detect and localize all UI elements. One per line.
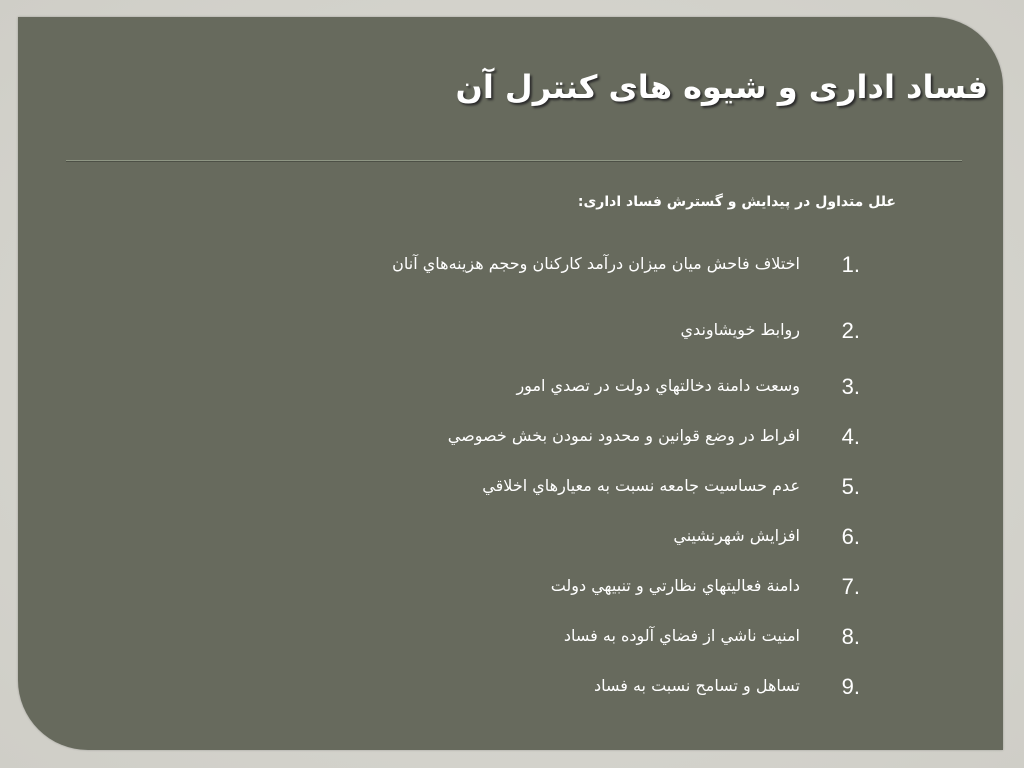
list-item <box>120 374 860 404</box>
item-number: 4. <box>841 424 860 449</box>
item-text: عدم حساسيت جامعه نسبت به معيارهاي اخلاقي <box>482 476 800 495</box>
item-number: 8. <box>841 624 860 649</box>
list-item <box>120 574 860 604</box>
list-item <box>120 318 860 348</box>
item-number: 2. <box>841 318 860 343</box>
item-number: 7. <box>841 574 860 599</box>
causes-list <box>120 0 860 768</box>
item-text: امنيت ناشي از فضاي آلوده به فساد <box>563 626 800 645</box>
item-number: 9. <box>841 674 860 699</box>
item-text: روابط خويشاوندي <box>680 320 800 339</box>
item-text: افراط در وضع قوانين و محدود نمودن بخش خصوصي <box>447 426 800 445</box>
item-text: تساهل و تسامح نسبت به فساد <box>593 676 800 695</box>
list-item <box>120 674 860 704</box>
slide-subtitle: علل متداول در پیدایش و گسترش فساد اداری: <box>577 194 896 210</box>
list-item <box>120 424 860 454</box>
item-number: 6. <box>841 524 860 549</box>
item-text: افزايش شهرنشيني <box>673 526 800 545</box>
item-text: اختلاف فاحش ميان ميزان درآمد كاركنان وحجم هزينه‌هاي آنان <box>392 254 800 273</box>
item-text: دامنة فعاليتهاي نظارتي و تنبيهي دولت <box>550 576 800 595</box>
item-text: وسعت دامنة دخالتهاي دولت در تصدي امور <box>516 376 800 395</box>
item-number: 5. <box>841 474 860 499</box>
list-item <box>120 252 860 282</box>
list-item <box>120 624 860 654</box>
item-number: 3. <box>841 374 860 399</box>
slide-title: فساد اداری و شیوه های کنترل آن <box>455 68 988 106</box>
list-item <box>120 524 860 554</box>
item-number: 1. <box>841 252 860 277</box>
list-item <box>120 474 860 504</box>
